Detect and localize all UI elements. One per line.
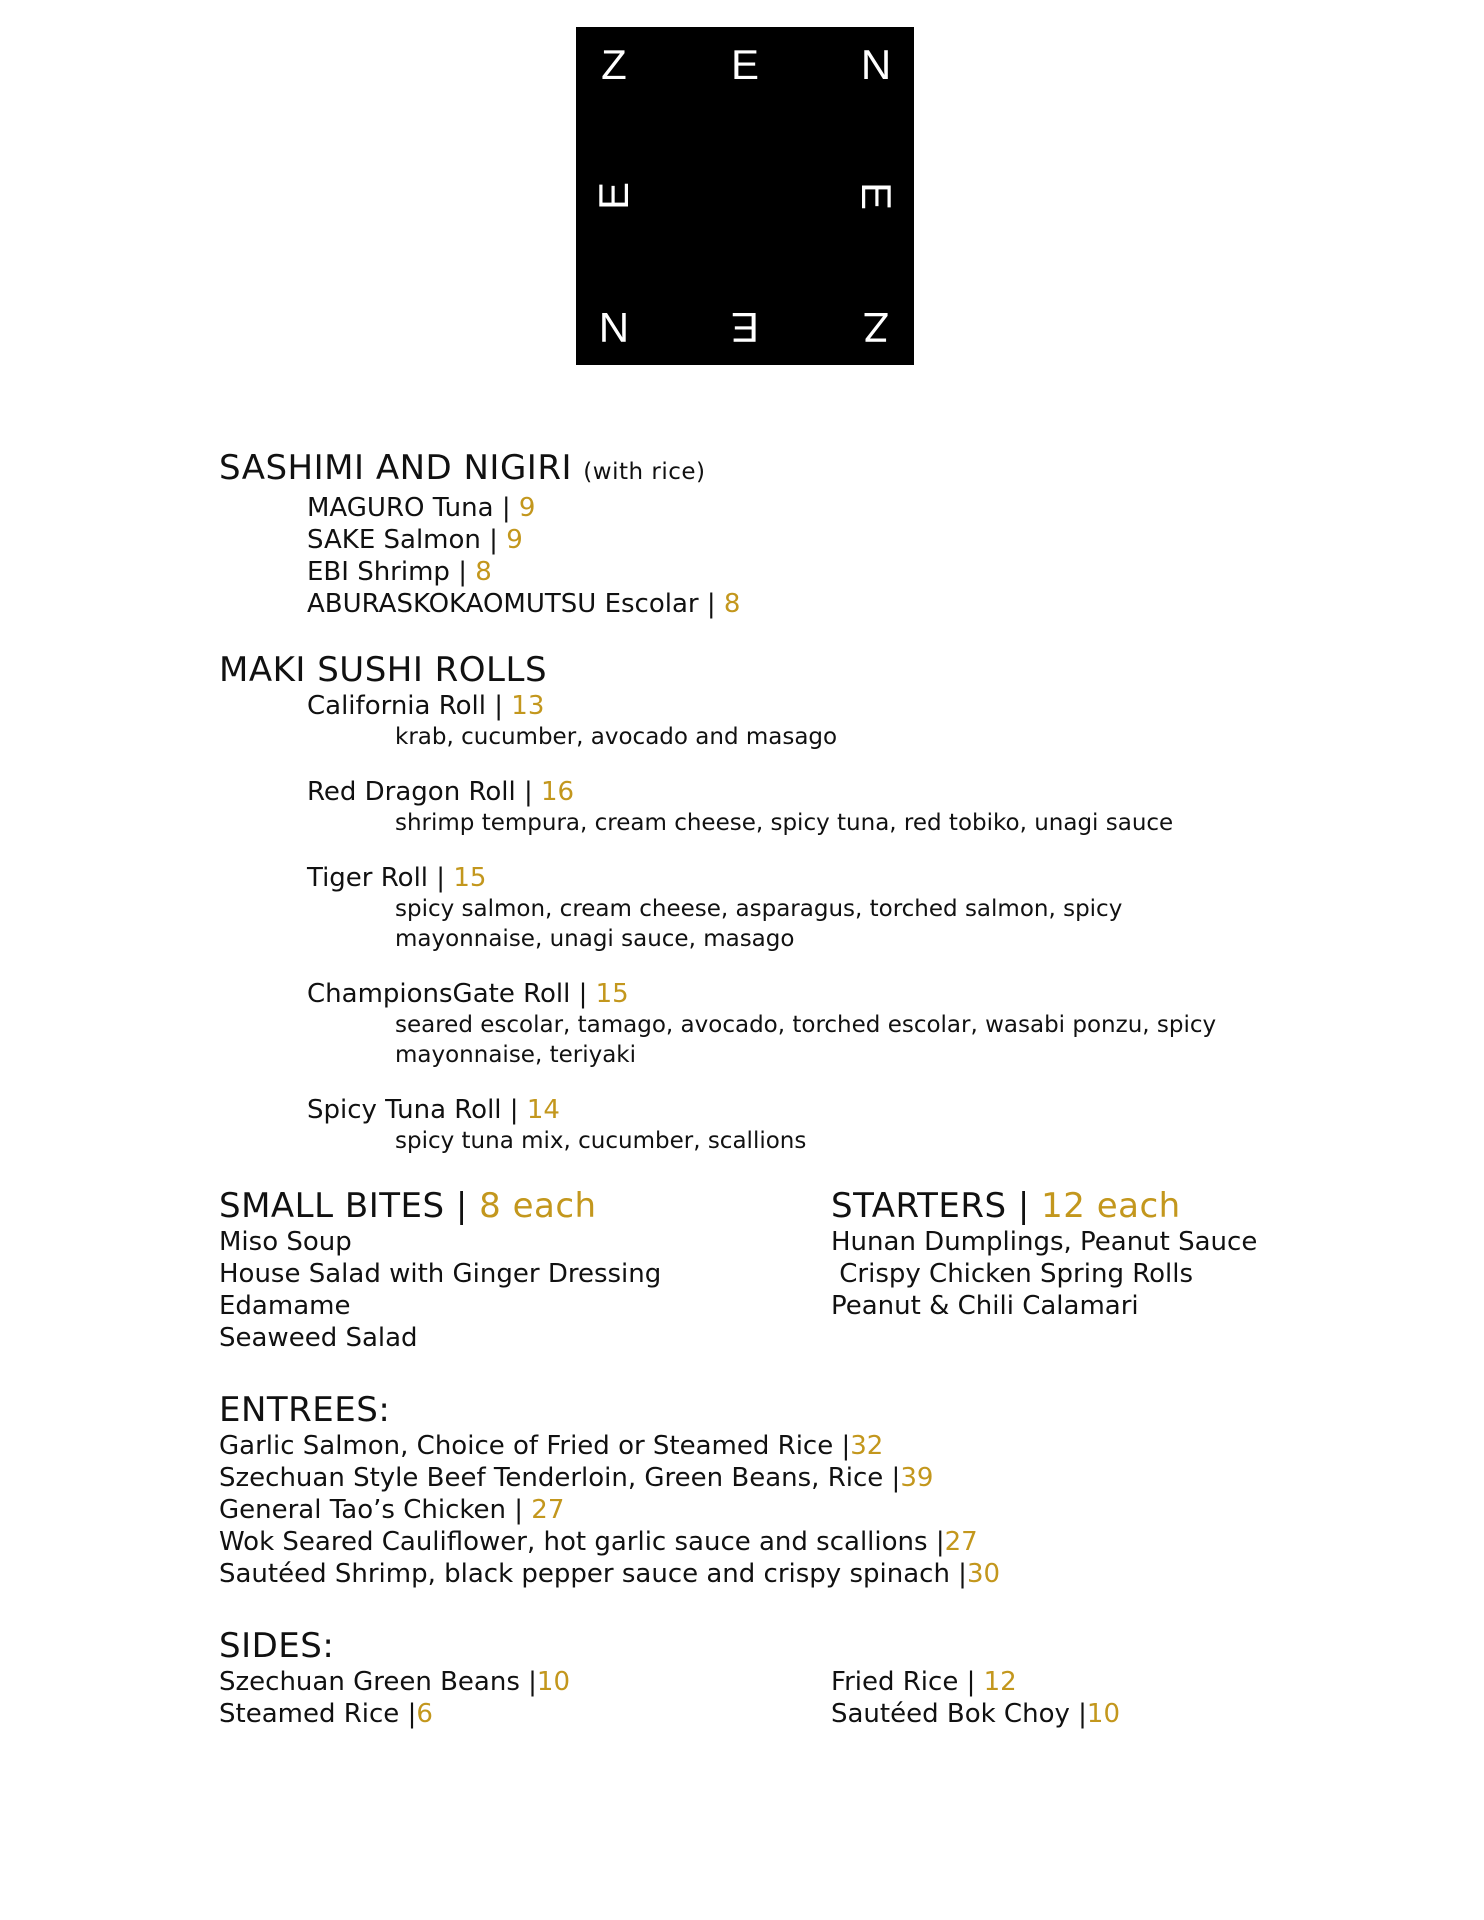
menu-item: General Tao’s Chicken | 27 bbox=[219, 1495, 565, 1525]
price: 12 each bbox=[1041, 1186, 1181, 1226]
section-title: MAKI SUSHI ROLLS bbox=[219, 650, 548, 690]
menu-item: Hunan Dumplings, Peanut Sauce bbox=[831, 1227, 1258, 1257]
zen-logo bbox=[576, 27, 914, 365]
logo-letter: Z bbox=[601, 41, 627, 88]
section-title: SIDES: bbox=[219, 1626, 335, 1666]
roll-description: spicy tuna mix, cucumber, scallions bbox=[395, 1128, 807, 1154]
menu-item: Wok Seared Cauliflower, hot garlic sauce and scallions |27 bbox=[219, 1527, 978, 1557]
menu-item: Edamame bbox=[219, 1291, 351, 1321]
section-title: ENTREES: bbox=[219, 1390, 391, 1430]
price: 27 bbox=[944, 1527, 978, 1557]
menu-item: Miso Soup bbox=[219, 1227, 352, 1257]
menu-item: SAKE Salmon | 9 bbox=[307, 525, 523, 555]
roll-item: Tiger Roll | 15 spicy salmon, cream cheese, asparagus, torched salmon, spicy mayonnaise, unagi sauce, masago bbox=[219, 862, 1339, 954]
roll-item: Spicy Tuna Roll | 14 spicy tuna mix, cucumber, scallions bbox=[219, 1094, 1339, 1156]
roll-description: mayonnaise, teriyaki bbox=[395, 1042, 637, 1068]
price: 16 bbox=[541, 777, 575, 807]
price: 9 bbox=[506, 525, 523, 555]
price: 8 each bbox=[479, 1186, 597, 1226]
sides-right bbox=[831, 1666, 1339, 1730]
entrees-section bbox=[219, 1390, 1339, 1590]
menu-item: Sautéed Shrimp, black pepper sauce and crispy spinach |30 bbox=[219, 1559, 1001, 1589]
roll-description: spicy salmon, cream cheese, asparagus, torched salmon, spicy bbox=[395, 896, 1123, 922]
menu-content bbox=[219, 448, 1339, 1730]
menu-item: Szechuan Green Beans |10 bbox=[219, 1667, 570, 1697]
menu-item: ABURASKOKAOMUTSU Escolar | 8 bbox=[307, 589, 741, 619]
menu-item: Crispy Chicken Spring Rolls bbox=[831, 1259, 1194, 1289]
price: 14 bbox=[526, 1095, 560, 1125]
section-title: SASHIMI AND NIGIRI (with rice) bbox=[219, 448, 706, 488]
section-note: (with rice) bbox=[583, 459, 706, 485]
roll-item: Red Dragon Roll | 16 shrimp tempura, cream cheese, spicy tuna, red tobiko, unagi sauce bbox=[219, 776, 1339, 838]
price: 15 bbox=[595, 979, 629, 1009]
maki-section bbox=[219, 650, 1339, 1156]
price: 8 bbox=[723, 589, 741, 619]
price: 30 bbox=[966, 1559, 1001, 1589]
menu-item: Seaweed Salad bbox=[219, 1323, 418, 1353]
sashimi-section bbox=[219, 448, 1339, 620]
menu-item: Fried Rice | 12 bbox=[831, 1667, 1017, 1697]
menu-item: Steamed Rice |6 bbox=[219, 1699, 433, 1729]
price: 10 bbox=[1086, 1699, 1120, 1729]
logo-letter: E bbox=[853, 181, 900, 210]
menu-item: EBI Shrimp | 8 bbox=[307, 557, 492, 587]
price: 8 bbox=[475, 557, 492, 587]
sides-section bbox=[219, 1626, 1339, 1730]
section-title: STARTERS | 12 each bbox=[831, 1186, 1181, 1226]
price: 27 bbox=[531, 1495, 565, 1525]
logo-letter: Z bbox=[863, 304, 889, 351]
roll-description: shrimp tempura, cream cheese, spicy tuna, red tobiko, unagi sauce bbox=[395, 810, 1174, 836]
section-title: SMALL BITES | 8 each bbox=[219, 1186, 597, 1226]
roll-item: ChampionsGate Roll | 15 seared escolar, tamago, avocado, torched escolar, wasabi ponzu, spicy mayonnaise, teriyaki bbox=[219, 978, 1339, 1070]
logo-letter: E bbox=[730, 41, 759, 88]
price: 10 bbox=[536, 1667, 570, 1697]
menu-item: House Salad with Ginger Dressing bbox=[219, 1259, 662, 1289]
price: 6 bbox=[416, 1699, 433, 1729]
sides-left bbox=[219, 1666, 831, 1730]
roll-description: mayonnaise, unagi sauce, masago bbox=[395, 926, 795, 952]
menu-item: Peanut & Chili Calamari bbox=[831, 1291, 1139, 1321]
bites-starters-row bbox=[219, 1186, 1339, 1354]
price: 39 bbox=[900, 1463, 934, 1493]
price: 32 bbox=[850, 1431, 884, 1461]
roll-description: krab, cucumber, avocado and masago bbox=[395, 724, 838, 750]
small-bites-section bbox=[219, 1186, 831, 1354]
roll-description: seared escolar, tamago, avocado, torched escolar, wasabi ponzu, spicy bbox=[395, 1012, 1217, 1038]
logo-letter: N bbox=[860, 41, 892, 88]
roll-item: California Roll | 13 krab, cucumber, avocado and masago bbox=[219, 690, 1339, 752]
starters-section bbox=[831, 1186, 1339, 1354]
price: 12 bbox=[983, 1667, 1017, 1697]
menu-item: Szechuan Style Beef Tenderloin, Green Beans, Rice |39 bbox=[219, 1463, 934, 1493]
logo-letter: E bbox=[590, 182, 637, 211]
logo-letter: E bbox=[731, 304, 760, 351]
price: 9 bbox=[518, 493, 536, 523]
price: 13 bbox=[511, 691, 545, 721]
menu-item: MAGURO Tuna | 9 bbox=[307, 493, 536, 523]
price: 15 bbox=[453, 863, 487, 893]
menu-item: Sautéed Bok Choy |10 bbox=[831, 1699, 1120, 1729]
menu-item: Garlic Salmon, Choice of Fried or Steamed Rice |32 bbox=[219, 1431, 884, 1461]
logo-letter: N bbox=[598, 304, 630, 351]
